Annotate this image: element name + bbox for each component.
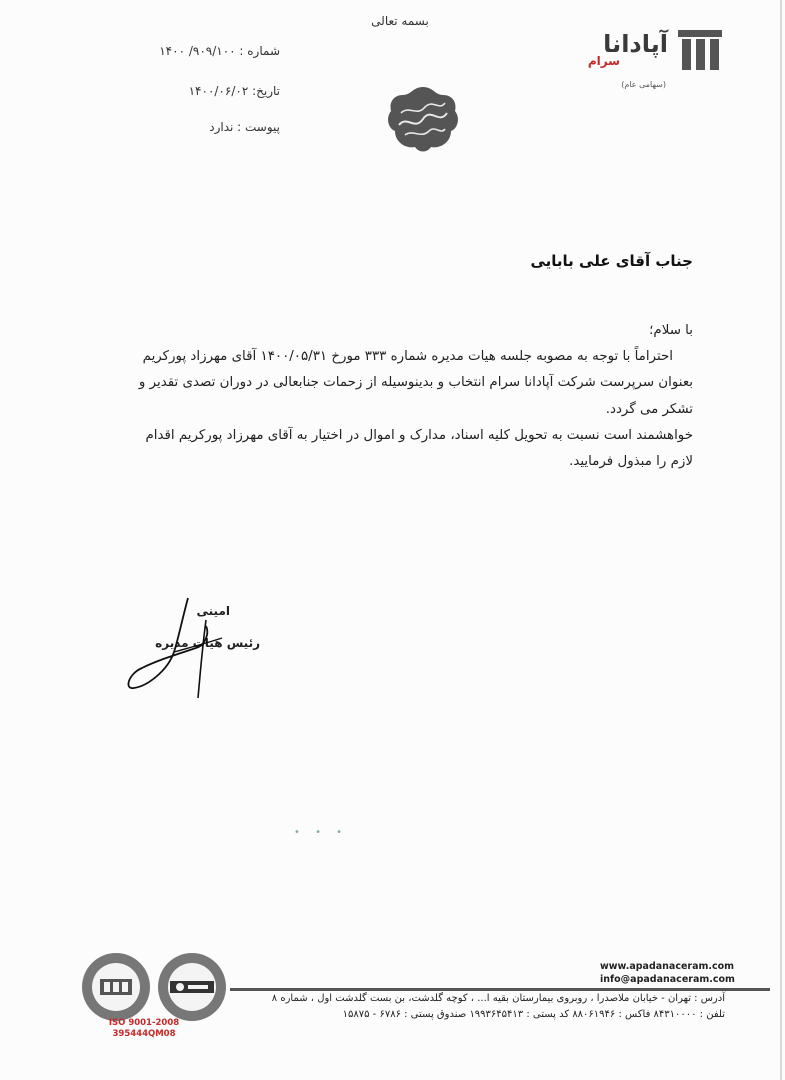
- company-logo: [582, 24, 752, 94]
- calligraphy-emblem-icon: [385, 85, 461, 155]
- contact-web: [600, 960, 735, 986]
- footer-rule: [230, 988, 770, 991]
- signer-name: امینی: [196, 604, 230, 618]
- letter-body: [133, 318, 693, 475]
- basmala: بسمه تعالی: [371, 14, 429, 28]
- scan-dots: • • •: [294, 827, 349, 838]
- footer-phones: تلفن : ۸۴۳۱۰۰۰۰ فاکس : ۸۸۰۶۱۹۴۶ کد پستی : ۱۹۹۳۶۴۵۴۱۳ صندوق پستی : ۶۷۸۶ - ۱۵۸۷۵: [342, 1009, 725, 1020]
- letter-number: شماره : ۹۰۹/۱۰۰/ ۱۴۰۰: [159, 44, 280, 58]
- logo-subtitle: سرام: [587, 54, 620, 68]
- handwritten-signature: [118, 590, 258, 710]
- letter-date: تاریخ: ۱۴۰۰/۰۶/۰۲: [188, 84, 280, 98]
- signer-title: رئیس هیات مدیره: [155, 636, 260, 650]
- logo-name: آپادانا: [603, 30, 668, 58]
- logo-corporation-type: (سهامی عام): [621, 80, 666, 89]
- apadana-column-logo-icon: [676, 28, 724, 72]
- dqs-cert-seal-icon: [80, 951, 152, 1023]
- email-link[interactable]: info@apadanaceram.com: [600, 974, 735, 985]
- website-link[interactable]: www.apadanaceram.com: [600, 961, 735, 972]
- iso-label: ISO 9001-2008: [108, 1018, 180, 1028]
- greeting: با سلام؛: [649, 323, 693, 338]
- iso-certification: [98, 1018, 190, 1040]
- iso-code: 395444QM08: [112, 1029, 176, 1039]
- paragraph-1: احتراماً با توجه به مصوبه جلسه هیات مدیره شماره ۳۳۳ مورخ ۱۴۰۰/۰۵/۳۱ آقای مهرزاد پورکریم بعنوان سرپرست شرکت آپادانا سرام انتخاب و بدینوسیله از زحمات جنابعالی در دوران تصدی تقدیر و تشکر می گردد.: [138, 349, 693, 417]
- paragraph-2: خواهشمند است نسبت به تحویل کلیه اسناد، مدارک و اموال در اختیار به آقای مهرزاد پورکریم اقدام لازم را مبذول فرمایید.: [145, 427, 693, 470]
- scan-edge: [780, 0, 782, 1080]
- footer-address: آدرس : تهران - خیابان ملاصدرا ، روبروی بیمارستان بقیه ا... ، کوچه گلدشت، بن بست گلدشت اول ، شماره ۸: [271, 993, 725, 1004]
- letter-attachment: پیوست : ندارد: [209, 120, 280, 134]
- recipient-salutation: جناب آقای علی بابایی: [530, 252, 693, 270]
